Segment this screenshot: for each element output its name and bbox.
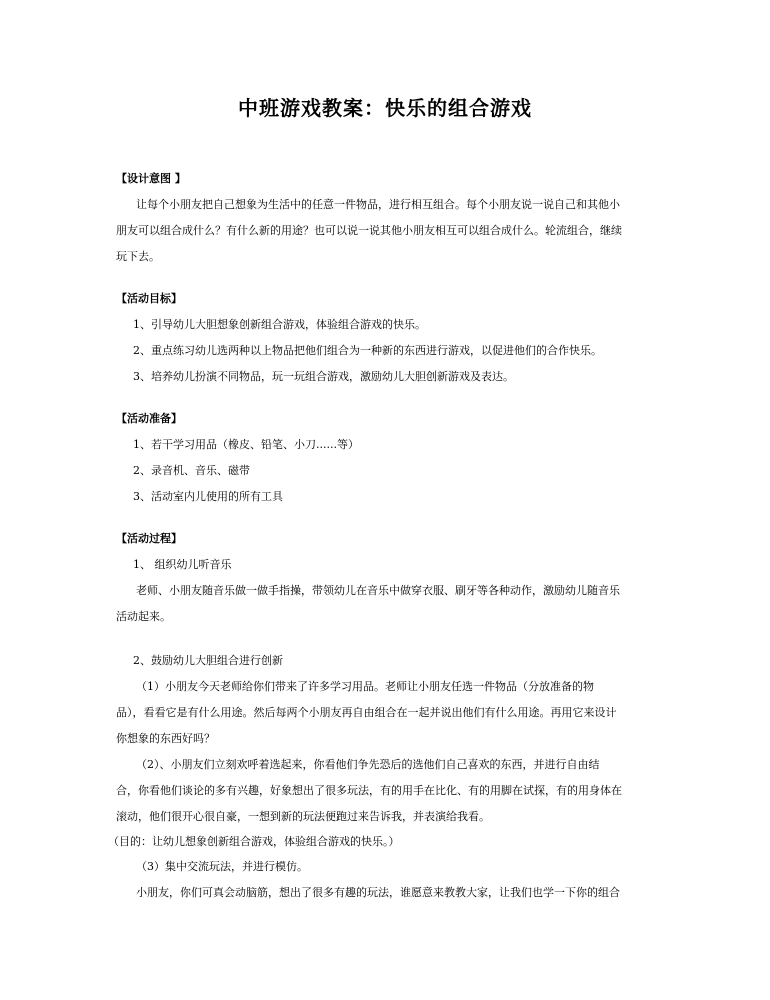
- design-line-2: 朋友可以组合成什么？有什么新的用途？也可以说一说其他小朋友相互可以组合成什么。轮流组合，继续: [116, 224, 622, 237]
- design-line-3: 玩下去。: [116, 250, 160, 263]
- process-heading: 【活动过程】: [116, 532, 182, 545]
- sub-1-line-1: （1）小朋友今天老师给你们带来了许多学习用品。老师让小朋友任选一件物品（分放准备的物: [136, 680, 594, 693]
- sub-3: （3）集中交流玩法，并进行模仿。: [136, 860, 308, 873]
- sub-1-line-3: 你想象的东西好吗？: [116, 732, 215, 745]
- sub-1-line-2: 品），看看它是有什么用途。然后每两个小朋友再自由组合在一起并说出他们有什么用途。再用它来设计: [116, 706, 617, 719]
- prep-item-3: 3、活动室内儿使用的所有工具: [133, 490, 283, 503]
- sub-2-line-1: （2）、小朋友们立刻欢呼着选起来，你看他们争先恐后的选他们自己喜欢的东西，并进行自由结: [136, 758, 600, 771]
- design-heading: 【设计意图 】: [116, 172, 186, 185]
- step-1: 1、 组织幼儿听音乐: [133, 558, 232, 571]
- goal-item-3: 3、培养幼儿扮演不同物品，玩一玩组合游戏，激励幼儿大胆创新游戏及表达。: [133, 370, 514, 383]
- page-title: 中班游戏教案：快乐的组合游戏: [238, 96, 532, 120]
- prep-item-1: 1、若干学习用品（橡皮、铅笔、小刀......等）: [133, 438, 359, 451]
- sub-2-line-2: 合，你看他们谈论的多有兴趣，好象想出了很多玩法，有的用手在比化、有的用脚在试探，有的用身体在: [116, 784, 622, 797]
- goal-item-2: 2、重点练习幼儿选两种以上物品把他们组合为一种新的东西进行游戏，以促进他们的合作快乐。: [133, 344, 602, 357]
- purpose-note: （目的：让幼儿想象创新组合游戏，体验组合游戏的快乐。）: [108, 835, 400, 848]
- prep-item-2: 2、录音机、音乐、磁带: [133, 464, 250, 477]
- step-1-line-2: 活动起来。: [116, 610, 171, 623]
- prep-heading: 【活动准备】: [116, 412, 182, 425]
- goal-item-1: 1、引导幼儿大胆想象创新组合游戏，体验组合游戏的快乐。: [133, 318, 426, 331]
- design-line-1: 让每个小朋友把自己想象为生活中的任意一件物品，进行相互组合。每个小朋友说一说自己和其他小: [136, 198, 620, 211]
- step-2: 2、鼓励幼儿大胆组合进行创新: [133, 654, 283, 667]
- sub-2-line-3: 滚动，他们很开心很自豪，一想到新的玩法便跑过来告诉我，并表演给我看。: [116, 810, 490, 823]
- sub-3-line-1: 小朋友，你们可真会动脑筋，想出了很多有趣的玩法，谁愿意来教教大家，让我们也学一下你的组合: [136, 886, 620, 899]
- goals-heading: 【活动目标】: [116, 292, 182, 305]
- step-1-line-1: 老师、小朋友随音乐做一做手指操，带领幼儿在音乐中做穿衣服、刷牙等各种动作，激励幼儿随音乐: [136, 584, 620, 597]
